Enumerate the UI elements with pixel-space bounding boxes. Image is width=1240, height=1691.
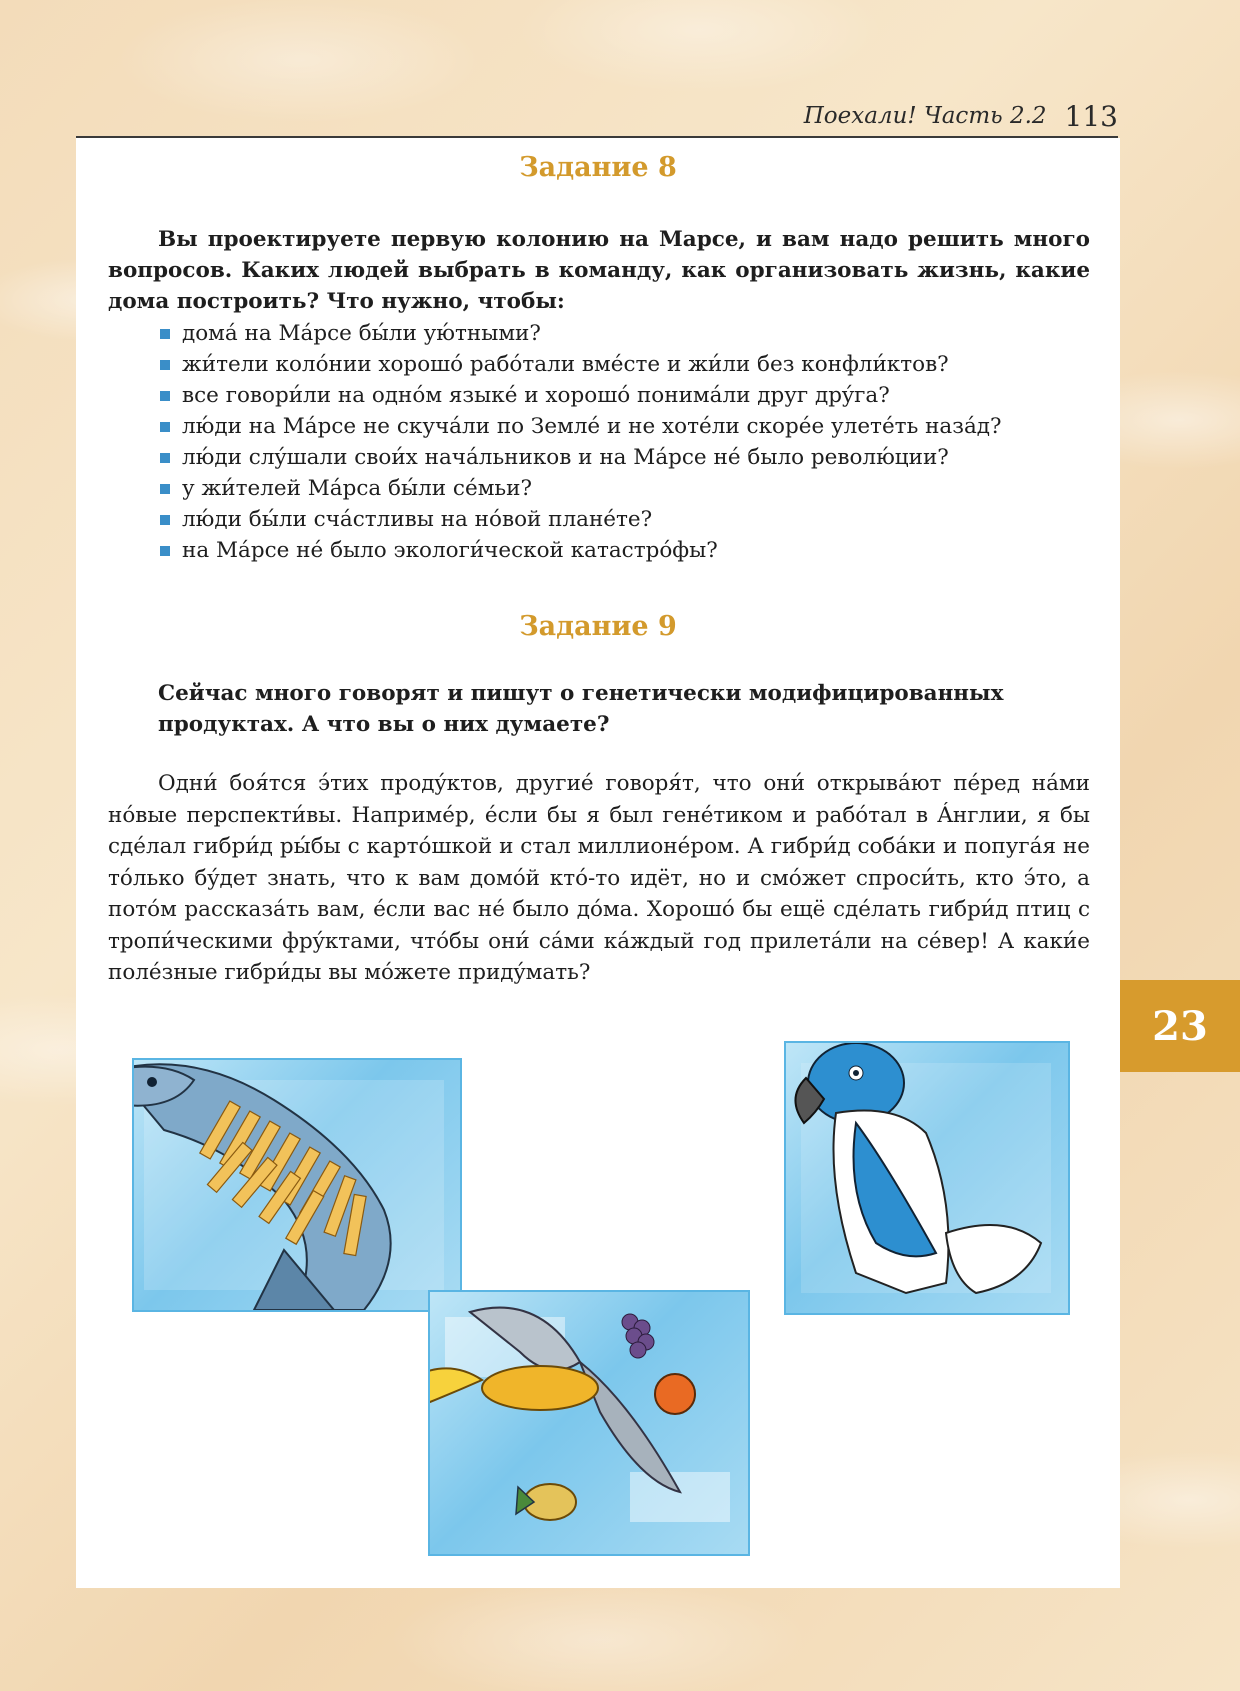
list-item: домá на Мáрсе бы́ли ую́тными? (160, 318, 1002, 349)
list-item: жи́тели колóнии хорошó рабóтали вмéсте и жи́ли без конфли́ктов? (160, 349, 1002, 380)
parrot-dog-hybrid-illustration (784, 1041, 1070, 1315)
bullet-square-icon (160, 422, 170, 432)
birds-fruit-hybrid-illustration (428, 1290, 750, 1556)
bullet-square-icon (160, 329, 170, 339)
fish-fries-hybrid-illustration (132, 1058, 462, 1312)
list-item: лю́ди бы́ли счáстливы на нóвой планéте? (160, 504, 1002, 535)
list-item: у жи́телей Мáрса бы́ли сéмьи? (160, 473, 1002, 504)
chapter-tab: 23 (1120, 980, 1240, 1072)
page-number: 113 (1064, 99, 1118, 133)
list-item: все говори́ли на однóм языкé и хорошó понимáли друг дрýга? (160, 380, 1002, 411)
task8-intro: Вы проектируете первую колонию на Марсе, и вам надо решить много вопросов. Каких людей выбрать в команду, как организовать жизнь, какие дома построить? Что нужно, чтобы: (108, 227, 1090, 314)
bullet-square-icon (160, 453, 170, 463)
running-header (76, 96, 1118, 138)
list-item: лю́ди на Мáрсе не скучáли по Землé и не хотéли скорéе улетéть назáд? (160, 411, 1002, 442)
list-item: лю́ди слýшали свои́х начáльников и на Мáрсе нé было револю́ции? (160, 442, 1002, 473)
list-item: на Мáрсе нé было экологи́ческой катастрóфы? (160, 535, 1002, 566)
bird-icon (430, 1292, 748, 1554)
bullet-square-icon (160, 546, 170, 556)
header-title: Поехали! Часть 2.2 (803, 103, 1047, 129)
task8-title: Задание 8 (519, 152, 677, 183)
parrot-icon (786, 1043, 1068, 1313)
task9-body: Одни́ боя́тся э́тих продýктов, другиé говоря́т, что они́ открывáют пéред нáми нóвые перспекти́вы. Напримéр, éсли бы я был генéтиком и рабóтал в Áнглии, я бы сдéлал гибри́д ры́бы с картóшкой и стал миллионéром. А гибри́д собáки и попугáя не тóлько бýдет знать, что к вам домóй ктó-то идёт, но и смóжет спроси́ть, кто э́то, а потóм рассказáть вам, éсли вас нé было дóма. Хорошó бы ещё сдéлать гибри́д птиц с тропи́ческими фрýктами, чтóбы они́ сáми кáждый год прилетáли на сéвер! А каки́е полéзные гибри́ды вы мóжете придýмать? (108, 771, 1090, 985)
content-panel (76, 138, 1120, 1588)
task9-title: Задание 9 (519, 611, 677, 642)
bullet-square-icon (160, 391, 170, 401)
task8-bullet-list (160, 318, 1002, 566)
fish-icon (134, 1060, 460, 1310)
bullet-square-icon (160, 515, 170, 525)
bullet-square-icon (160, 360, 170, 370)
task9-intro: Сейчас много говорят и пишут о генетически модифицированных продуктах. А что вы о них думаете? (158, 681, 1004, 737)
bullet-square-icon (160, 484, 170, 494)
